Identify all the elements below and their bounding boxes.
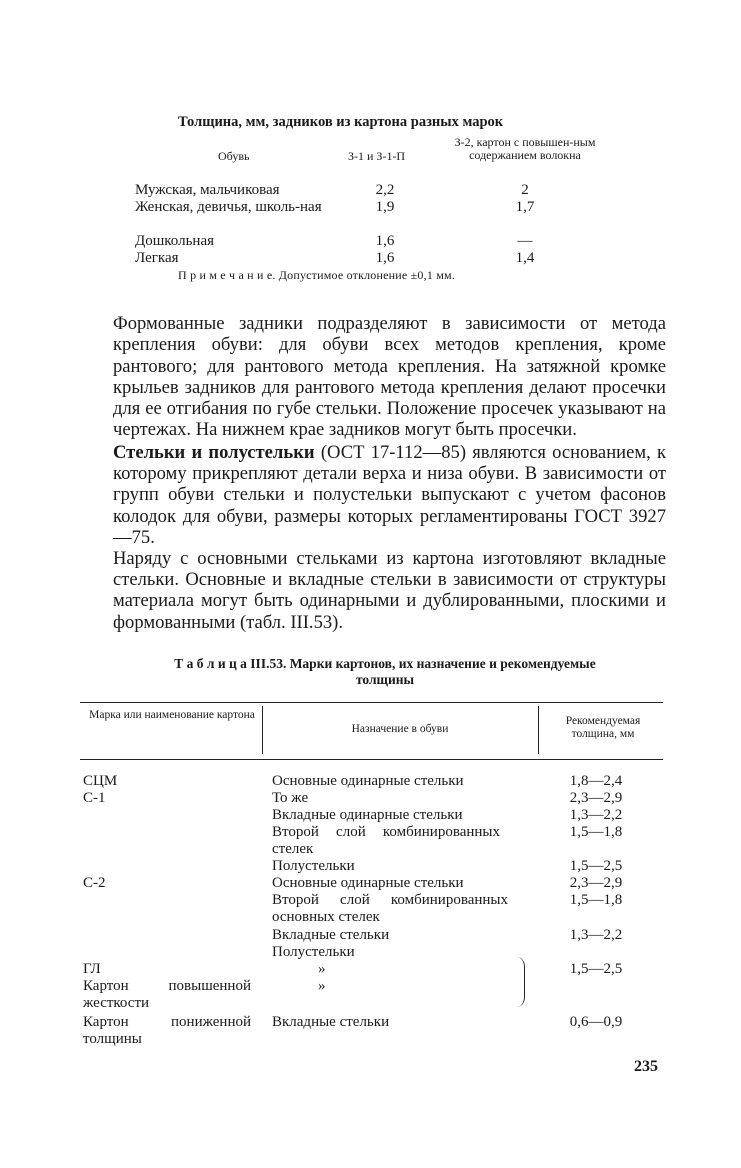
thickness-table-title: Толщина, мм, задников из картона разных марок xyxy=(178,114,504,130)
thickness-row-name: Дошкольная xyxy=(135,233,215,249)
table-header-thickness: Рекомендуемая толщина, мм xyxy=(565,715,641,740)
thickness-row-value1: 1,9 xyxy=(375,199,395,215)
table-caption: Т а б л и ц а III.53. Марки картонов, их назначение и рекомендуемые толщины xyxy=(174,656,596,687)
table-cell-purpose: Второй слой комбинированных основных стелек xyxy=(272,892,508,925)
thickness-row-value1: 2,2 xyxy=(375,182,395,198)
thickness-row-name: Женская, девичья, школь-ная xyxy=(135,199,322,215)
grouping-brace xyxy=(514,957,525,1007)
table-cell-purpose: » xyxy=(318,961,326,977)
table-cell-thickness: 0,6—0,9 xyxy=(569,1014,623,1030)
page-number: 235 xyxy=(634,1058,658,1075)
thickness-table-note: П р и м е ч а н и е. Допустимое отклонение ±0,1 мм. xyxy=(178,268,456,282)
table-cell-purpose: То же xyxy=(272,790,309,806)
table-cell-mark: ГЛ xyxy=(83,961,101,977)
table-cell-thickness: 1,5—1,8 xyxy=(569,824,623,840)
thickness-row-value2: 2 xyxy=(521,182,529,198)
table-cell-thickness: 2,3—2,9 xyxy=(569,790,623,806)
table-cell-thickness: 2,3—2,9 xyxy=(569,875,623,891)
table-cell-thickness: 1,3—2,2 xyxy=(569,927,623,943)
thickness-table-header-col1: З-1 и З-1-П xyxy=(348,149,406,163)
thickness-table-header-col2: З-2, картон с повышен-ным содержанием волокна xyxy=(454,135,596,162)
table-cell-purpose: » xyxy=(318,978,326,994)
table-cell-purpose: Вкладные стельки xyxy=(272,1014,390,1030)
table-header-mark: Марка или наименование картона xyxy=(89,709,255,721)
table-cell-mark: Картон повышенной жесткости xyxy=(83,978,251,1011)
thickness-row-name: Легкая xyxy=(135,250,179,266)
thickness-row-value2: — xyxy=(517,233,533,249)
table-cell-purpose: Основные одинарные стельки xyxy=(272,773,464,789)
thickness-table-header-shoe: Обувь xyxy=(218,149,250,163)
paragraph-counters-text: Формованные задники подразделяют в зависимости от метода крепления обуви: для обуви всех методов крепления, кроме рантового; для рантового метода крепления. На затяжной кромке крыльев задников для рантового метода крепления делают просечки для ее отгибания по губе стельки. Положение просечек указывают на чертежах. На нижнем крае задников могут быть просечки. xyxy=(113,313,666,441)
table-cell-mark: Картон пониженной толщины xyxy=(83,1014,251,1047)
table-cell-purpose: Полустельки xyxy=(272,858,355,874)
paragraph-insoles-text: (ОСТ 17-112—85) являются основанием, к которому прикрепляют детали верха и низа обуви. В зависимости от групп обуви стельки и полустельки выпускают с учетом фасонов колодок для обуви, размеры которых регламентированы ГОСТ 3927—75. xyxy=(113,442,666,548)
paragraph-inserts: Наряду с основными стельками из картона изготовляют вкладные стельки. Основные и вкладные стельки в зависимости от структуры материала могут быть одинарными и дублированными, плоскими и формованными (табл. III.53). xyxy=(113,548,666,633)
table-cell-purpose: Вкладные стельки xyxy=(272,927,390,943)
table-header-divider xyxy=(538,706,539,754)
table-cell-thickness: 1,5—2,5 xyxy=(569,858,623,874)
thickness-row-value1: 1,6 xyxy=(375,250,395,266)
table-cell-purpose: Полустельки xyxy=(272,944,355,960)
thickness-row-value1: 1,6 xyxy=(375,233,395,249)
table-header-divider xyxy=(262,706,263,754)
table-cell-thickness: 1,5—1,8 xyxy=(569,892,623,908)
table-header-purpose: Назначение в обуви xyxy=(351,723,449,735)
table-cell-mark: С-2 xyxy=(83,875,106,891)
paragraph-insoles xyxy=(113,442,666,548)
table-cell-purpose: Второй слой комбинированных стелек xyxy=(272,824,500,857)
paragraph-counters xyxy=(113,292,666,440)
table-cell-purpose: Вкладные одинарные стельки xyxy=(272,807,463,823)
thickness-row-value2: 1,7 xyxy=(515,199,535,215)
table-cell-mark: С-1 xyxy=(83,790,106,806)
table-cell-thickness: 1,5—2,5 xyxy=(569,961,623,977)
paragraph-insoles-heading: Стельки и полустельки xyxy=(113,442,315,463)
table-cell-mark: СЦМ xyxy=(83,773,118,789)
table-cell-purpose: Основные одинарные стельки xyxy=(272,875,464,891)
table-cell-thickness: 1,8—2,4 xyxy=(569,773,623,789)
thickness-row-name: Мужская, мальчиковая xyxy=(135,182,280,198)
thickness-row-value2: 1,4 xyxy=(515,250,535,266)
table-cell-thickness: 1,3—2,2 xyxy=(569,807,623,823)
